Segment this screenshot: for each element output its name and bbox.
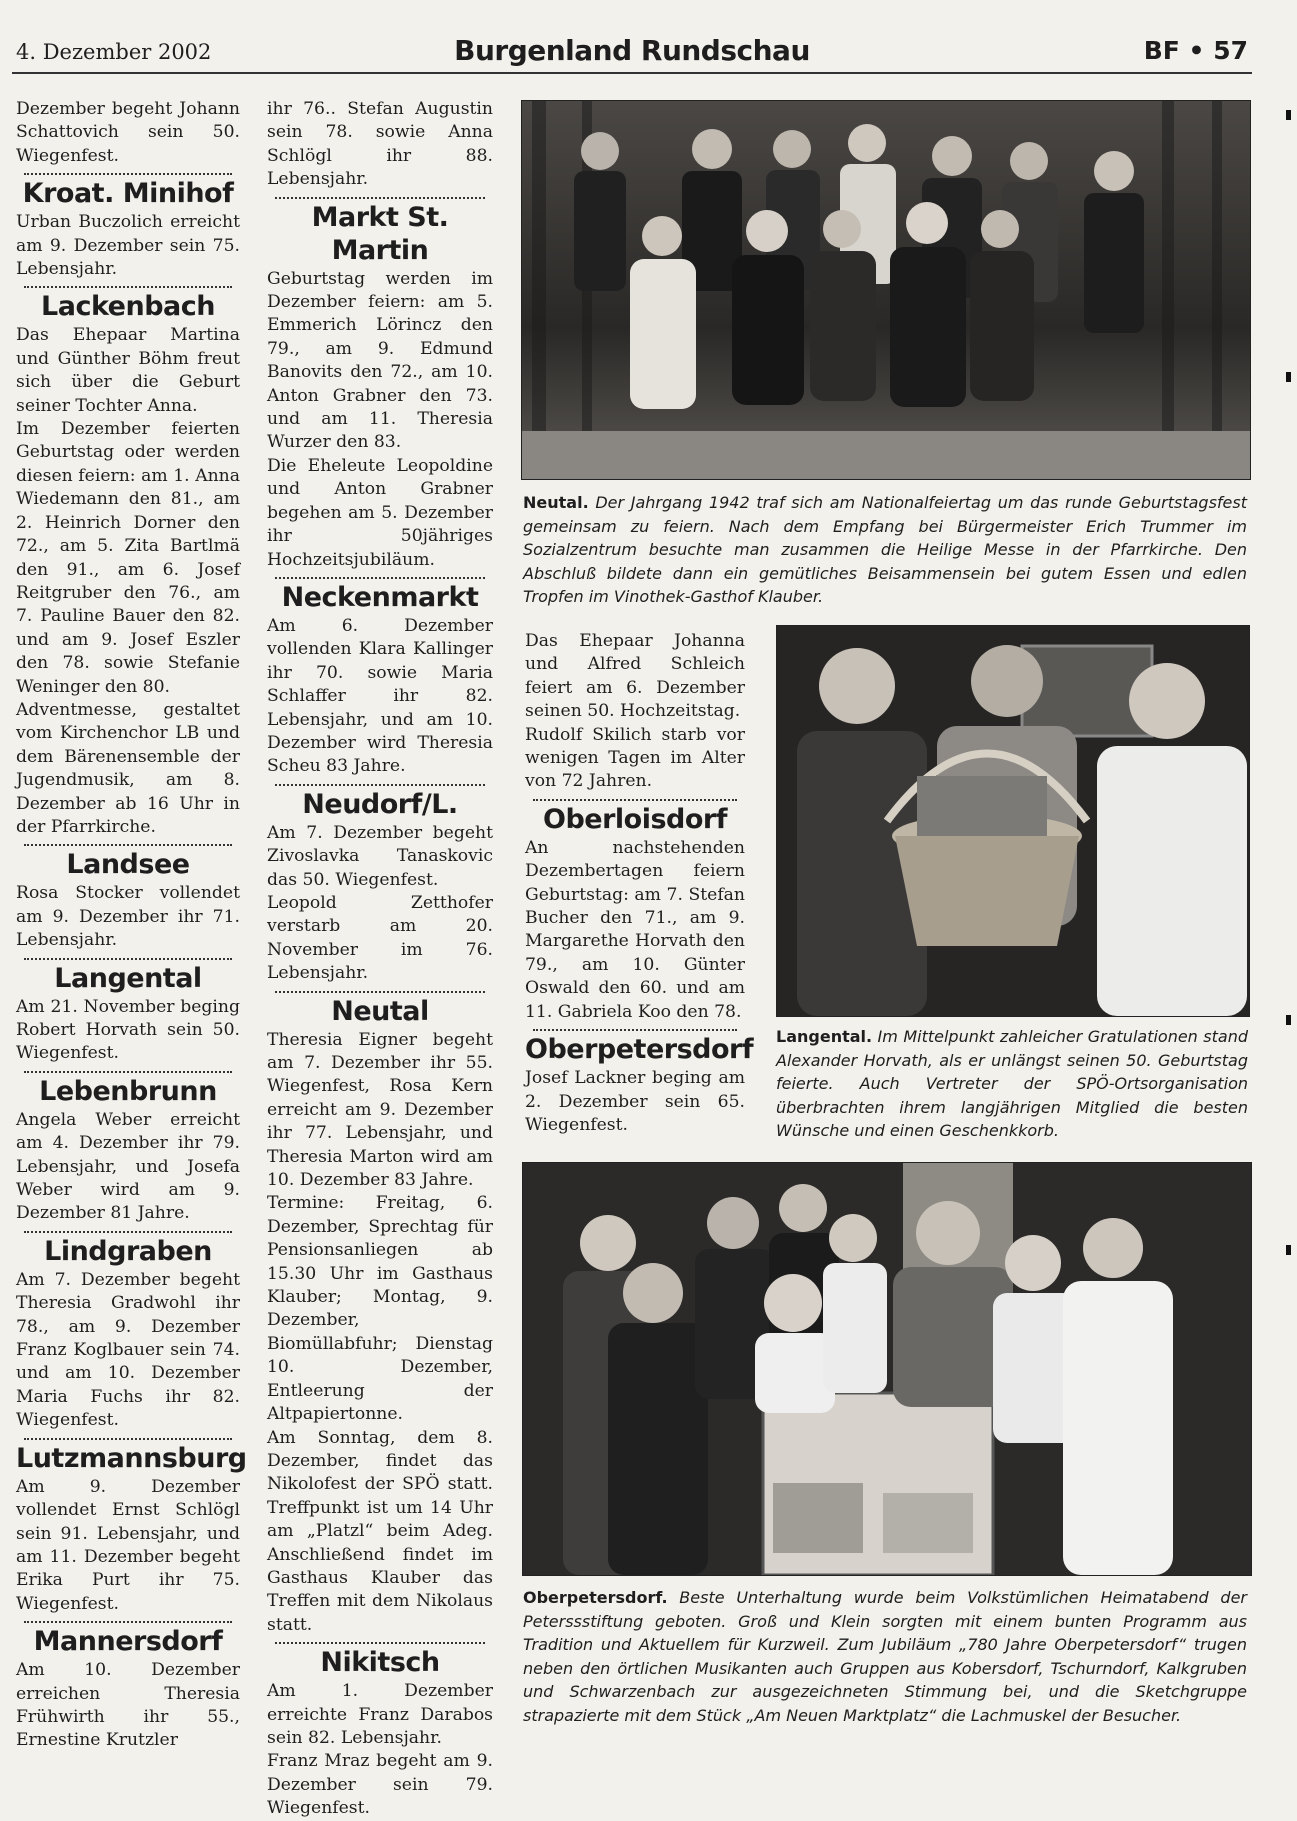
- divider: [275, 197, 485, 199]
- divider: [275, 1642, 485, 1644]
- paragraph: Theresia Eigner begeht am 7. Dezember ihr 55. Wiegenfest, Rosa Kern erreicht am 9. Dezember ihr 77. Lebensjahr, und Theresia Marton wird am 10. Dezember 83 Jahre.: [267, 1029, 493, 1191]
- divider: [24, 844, 232, 846]
- scan-edge-mark: [1286, 1245, 1291, 1255]
- section-title: Mannersdorf: [33, 1626, 223, 1658]
- divider: [24, 1231, 232, 1233]
- caption-langental: [776, 1025, 1248, 1143]
- section-title: Neckenmarkt: [281, 581, 479, 613]
- caption-place: Neutal.: [523, 493, 589, 512]
- paragraph: Angela Weber erreicht am 4. Dezember ihr 79. Lebensjahr, und Josefa Weber wird am 9. Dezember 81 Jahre.: [16, 1109, 240, 1224]
- section-title: Lebenbrunn: [39, 1075, 217, 1107]
- issue-date: 4. Dezember 2002: [16, 40, 212, 64]
- gift-basket-photo-image: [777, 626, 1249, 1016]
- divider: [24, 286, 232, 288]
- paragraph: Dezember begeht Johann Schattovich sein 50. Wiegenfest.: [16, 99, 240, 166]
- section-title: Kroat. Minihof: [22, 178, 234, 210]
- paragraph: Rudolf Skilich starb vor wenigen Tagen im Alter von 72 Jahren.: [525, 724, 745, 792]
- paragraph: An nachstehenden Dezembertagen feiern Geburtstag: am 7. Stefan Bucher den 71., am 9. Margarethe Horvath den 79., am 10. Günter Oswald den 60. und am 11. Gabriela Koo den 78.: [525, 837, 745, 1022]
- section-title: Landsee: [66, 849, 190, 881]
- group-photo-neutal: [521, 100, 1251, 480]
- divider: [275, 784, 485, 786]
- page-number: BF • 57: [1143, 36, 1248, 65]
- caption-oberpetersdorf: [523, 1586, 1247, 1727]
- section-title: Markt St. Martin: [311, 201, 449, 266]
- divider: [24, 958, 232, 960]
- section-title: Oberloisdorf: [543, 803, 727, 835]
- paragraph: Termine: Freitag, 6. Dezember, Sprechtag für Pensionsanliegen ab 15.30 Uhr im Gasthaus Klauber; Montag, 9. Dezember, Biomüllabfuhr; Dienstag 10. Dezember, Entleerung der Altpapiertonne.: [267, 1193, 493, 1425]
- paragraph: Am 9. Dezember vollendet Ernst Schlögl sein 91. Lebensjahr, und am 11. Dezember begeht Erika Purt ihr 75. Wiegenfest.: [16, 1476, 240, 1614]
- paragraph: Am 7. Dezember begeht Theresia Gradwohl ihr 78., am 9. Dezember Franz Koglbauer sein 74. und am 10. Dezember Maria Fuchs ihr 82. Wiegenfest.: [16, 1269, 240, 1431]
- divider: [24, 1621, 232, 1623]
- paragraph: Am 1. Dezember erreichte Franz Darabos sein 82. Lebensjahr.: [267, 1681, 493, 1748]
- paragraph: Die Eheleute Leopoldine und Anton Grabner begehen am 5. Dezember ihr 50jähriges Hochzeitsjubiläum.: [267, 455, 493, 570]
- paragraph: Am 7. Dezember begeht Zivoslavka Tanaskovic das 50. Wiegenfest.: [267, 822, 493, 890]
- divider: [275, 991, 485, 993]
- group-photo-oberpetersdorf: [522, 1162, 1252, 1576]
- section-title: Oberpetersdorf: [525, 1034, 754, 1066]
- paragraph: Leopold Zetthofer verstarb am 20. November im 76. Lebensjahr.: [267, 892, 493, 984]
- paragraph: Das Ehepaar Johanna und Alfred Schleich feiert am 6. Dezember seinen 50. Hochzeitstag.: [525, 631, 745, 722]
- divider: [24, 1071, 232, 1073]
- section-title: Neutal: [331, 995, 429, 1027]
- caption-text: Beste Unterhaltung wurde beim Volkstümlichen Heimatabend der Peterssstiftung geboten. Groß und Klein sorgten mit einem bunten Programm aus Tradition und Aktuellem für Kurzweil. Zum Jubiläum „780 Jahre Oberpetersdorf“ trugen neben den örtlichen Musikanten auch Gruppen aus Kobersdorf, Tschurndorf, Kalkgruben und Schwarzenbach zur ausgezeichneten Stimmung bei, und die Sketchgruppe strapazierte mit dem Stück „Am Neuen Marktplatz“ die Lachmuskel der Besucher.: [523, 1588, 1247, 1725]
- caption-neutal: [523, 491, 1247, 609]
- caption-place: Langental.: [776, 1027, 873, 1046]
- section-title: Nikitsch: [320, 1647, 440, 1679]
- section-title: Lackenbach: [41, 291, 215, 323]
- paragraph: Am 6. Dezember vollenden Klara Kallinger ihr 70. sowie Maria Schlaffer ihr 82. Lebensjahr, und am 10. Dezember wird Theresia Scheu 83 Jahre.: [267, 615, 493, 777]
- paragraph: Am 21. November beging Robert Horvath sein 50. Wiegenfest.: [16, 996, 240, 1064]
- paragraph: Im Dezember feierten Geburtstag oder werden diesen feiern: am 1. Anna Wiedemann den 81., am 2. Heinrich Dorner den 72., am 5. Zita Bartlmä den 91., am 6. Josef Reitgruber den 76., am 7. Pauline Bauer den 82. und am 9. Josef Eszler den 78. sowie Stefanie Weninger den 80.: [16, 419, 240, 697]
- caption-text: Im Mittelpunkt zahleicher Gratulationen stand Alexander Horvath, als er unlängst seinen 50. Geburtstag feierte. Auch Vertreter der SPÖ-Ortsorganisation überbrachten ihrem langjährigen Mitglied die besten Wünsche und einen Geschenkkorb.: [776, 1027, 1248, 1140]
- young-group-photo-image: [523, 1163, 1251, 1575]
- paragraph: Adventmesse, gestaltet vom Kirchenchor LB und dem Bärenensemble der Jugendmusik, am 8. Dezember ab 16 Uhr in der Pfarrkirche.: [16, 699, 240, 837]
- divider: [24, 173, 232, 175]
- page-header: [12, 30, 1252, 74]
- group-photo-image: [522, 101, 1250, 479]
- paragraph: Am 10. Dezember erreichen Theresia Frühwirth ihr 55., Ernestine Krutzler: [16, 1660, 240, 1751]
- section-title: Lindgraben: [44, 1235, 212, 1267]
- divider: [533, 1029, 737, 1031]
- divider: [24, 1438, 232, 1440]
- column-3: [525, 630, 754, 1137]
- column-1: [16, 98, 247, 1753]
- caption-text: Der Jahrgang 1942 traf sich am Nationalfeiertag um das runde Geburtstagsfest gemeinsam zu feiern. Nach dem Empfang bei Bürgermeister Erich Trummer im Sozialzentrum besuchte man zusammen die Heilige Messe in der Pfarrkirche. Den Abschluß bildete dann ein gemütliches Beisammensein bei gutem Essen und edlen Tropfen im Vinothek-Gasthof Klauber.: [523, 493, 1247, 606]
- paragraph: Urban Buczolich erreicht am 9. Dezember sein 75. Lebensjahr.: [16, 212, 240, 280]
- paragraph: ihr 76.. Stefan Augustin sein 78. sowie Anna Schlögl ihr 88. Lebensjahr.: [267, 99, 493, 190]
- scan-edge-mark: [1286, 372, 1291, 382]
- divider: [533, 799, 737, 801]
- section-title: Lutzmannsburg: [16, 1442, 247, 1474]
- paragraph: Rosa Stocker vollendet am 9. Dezember ihr 71. Lebensjahr.: [16, 883, 240, 951]
- caption-place: Oberpetersdorf.: [523, 1588, 668, 1607]
- scan-edge-mark: [1286, 1015, 1291, 1025]
- newspaper-title: Burgenland Rundschau: [454, 34, 810, 67]
- section-title: Langental: [54, 962, 202, 994]
- paragraph: Das Ehepaar Martina und Günther Böhm freut sich über die Geburt seiner Tochter Anna.: [16, 325, 240, 416]
- section-title: Neudorf/L.: [302, 788, 458, 820]
- scan-edge-mark: [1286, 110, 1291, 120]
- divider: [275, 577, 485, 579]
- paragraph: Franz Mraz begeht am 9. Dezember sein 79. Wiegenfest.: [267, 1751, 493, 1819]
- column-2: [267, 98, 493, 1821]
- paragraph: Am Sonntag, dem 8. Dezember, findet das Nikolofest der SPÖ statt. Treffpunkt ist um 14 Uhr am „Platzl“ beim Adeg. Anschließend findet im Gasthaus Klauber das Treffen mit dem Nikolaus statt.: [267, 1427, 493, 1635]
- paragraph: Josef Lackner beging am 2. Dezember sein 65. Wiegenfest.: [525, 1068, 745, 1135]
- paragraph: Geburtstag werden im Dezember feiern: am 5. Emmerich Lörincz den 79., am 9. Edmund Banovits den 72., am 10. Anton Grabner den 73. und am 11. Theresia Wurzer den 83.: [267, 268, 493, 453]
- gift-basket-photo-langental: [776, 625, 1250, 1017]
